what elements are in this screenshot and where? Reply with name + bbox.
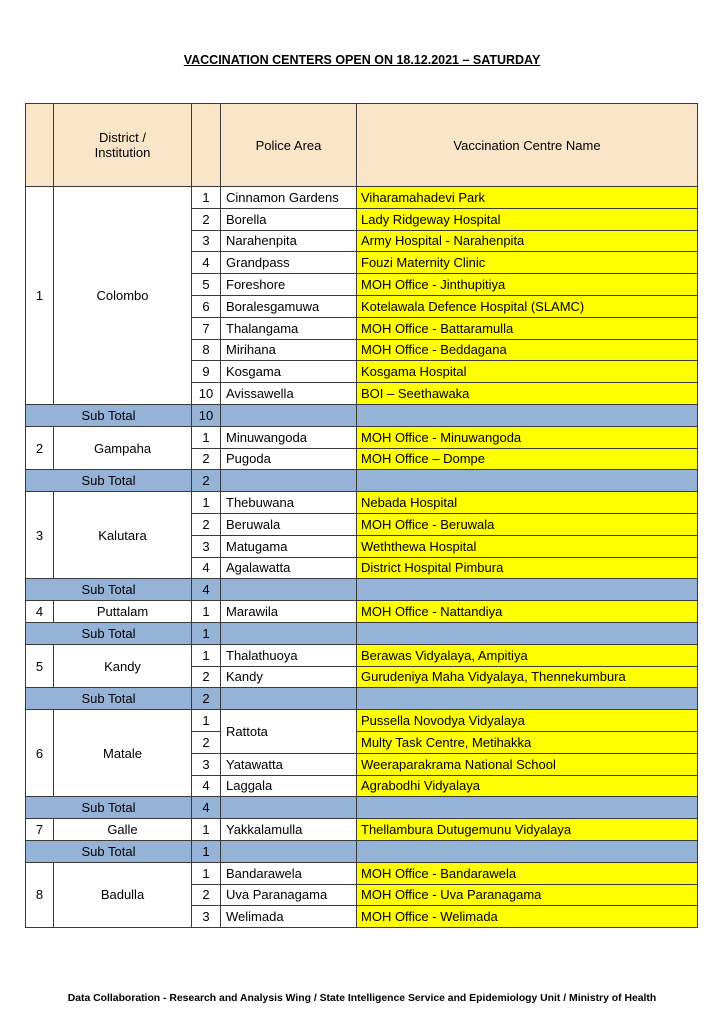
- subtotal-empty: [357, 470, 698, 492]
- centre-name: MOH Office - Jinthupitiya: [357, 274, 698, 296]
- police-area: Pugoda: [221, 448, 357, 470]
- police-area: Thalathuoya: [221, 644, 357, 666]
- row-number: 1: [192, 644, 221, 666]
- police-area: Rattota: [221, 710, 357, 754]
- subtotal-value: 10: [192, 404, 221, 426]
- police-area: Minuwangoda: [221, 426, 357, 448]
- row-number: 2: [192, 731, 221, 753]
- row-number: 10: [192, 383, 221, 405]
- header-police-area: Police Area: [221, 104, 357, 187]
- subtotal-row: [26, 840, 698, 862]
- district-name: Matale: [54, 710, 192, 797]
- centre-name: MOH Office - Bandarawela: [357, 862, 698, 884]
- police-area: Mirihana: [221, 339, 357, 361]
- centre-name: Agrabodhi Vidyalaya: [357, 775, 698, 797]
- subtotal-empty: [221, 622, 357, 644]
- police-area: Beruwala: [221, 513, 357, 535]
- police-area: Grandpass: [221, 252, 357, 274]
- row-number: 1: [192, 492, 221, 514]
- police-area: Cinnamon Gardens: [221, 187, 357, 209]
- subtotal-empty: [221, 797, 357, 819]
- footer-credit: Data Collaboration - Research and Analysis Wing / State Intelligence Service and Epidemiology Unit / Ministry of Health: [67, 993, 657, 1004]
- row-number: 2: [192, 513, 221, 535]
- subtotal-empty: [357, 688, 698, 710]
- centre-name: MOH Office - Beddagana: [357, 339, 698, 361]
- police-area: Boralesgamuwa: [221, 295, 357, 317]
- table-row: [26, 426, 698, 448]
- district-number: 1: [26, 187, 54, 405]
- page-title: VACCINATION CENTERS OPEN ON 18.12.2021 – SATURDAY: [183, 53, 541, 67]
- district-number: 8: [26, 862, 54, 927]
- centre-name: Fouzi Maternity Clinic: [357, 252, 698, 274]
- row-number: 3: [192, 230, 221, 252]
- row-number: 4: [192, 252, 221, 274]
- subtotal-empty: [221, 470, 357, 492]
- header-no: [26, 104, 54, 187]
- row-number: 4: [192, 557, 221, 579]
- header-district: District / Institution: [54, 104, 192, 187]
- subtotal-row: [26, 579, 698, 601]
- centre-name: District Hospital Pimbura: [357, 557, 698, 579]
- subtotal-label: Sub Total: [26, 797, 192, 819]
- subtotal-value: 4: [192, 797, 221, 819]
- header-rowno: [192, 104, 221, 187]
- police-area: Foreshore: [221, 274, 357, 296]
- subtotal-empty: [357, 622, 698, 644]
- subtotal-value: 2: [192, 470, 221, 492]
- table-body: [26, 187, 698, 928]
- row-number: 9: [192, 361, 221, 383]
- row-number: 6: [192, 295, 221, 317]
- table-row: [26, 187, 698, 209]
- subtotal-value: 2: [192, 688, 221, 710]
- police-area: Avissawella: [221, 383, 357, 405]
- subtotal-empty: [357, 404, 698, 426]
- subtotal-row: [26, 797, 698, 819]
- row-number: 3: [192, 906, 221, 928]
- police-area: Borella: [221, 208, 357, 230]
- police-area: Yatawatta: [221, 753, 357, 775]
- police-area: Yakkalamulla: [221, 819, 357, 841]
- table-row: [26, 819, 698, 841]
- row-number: 7: [192, 317, 221, 339]
- row-number: 1: [192, 601, 221, 623]
- centre-name: MOH Office - Battaramulla: [357, 317, 698, 339]
- subtotal-row: [26, 688, 698, 710]
- centre-name: Thellambura Dutugemunu Vidyalaya: [357, 819, 698, 841]
- row-number: 4: [192, 775, 221, 797]
- police-area: Kandy: [221, 666, 357, 688]
- subtotal-value: 1: [192, 622, 221, 644]
- header-row: [26, 104, 698, 187]
- district-number: 4: [26, 601, 54, 623]
- table-row: [26, 492, 698, 514]
- subtotal-row: [26, 622, 698, 644]
- row-number: 2: [192, 448, 221, 470]
- centre-name: Multy Task Centre, Metihakka: [357, 731, 698, 753]
- police-area: Agalawatta: [221, 557, 357, 579]
- row-number: 8: [192, 339, 221, 361]
- subtotal-empty: [357, 579, 698, 601]
- centre-name: MOH Office - Beruwala: [357, 513, 698, 535]
- district-name: Puttalam: [54, 601, 192, 623]
- police-area: Narahenpita: [221, 230, 357, 252]
- row-number: 1: [192, 862, 221, 884]
- police-area: Marawila: [221, 601, 357, 623]
- district-name: Kandy: [54, 644, 192, 688]
- district-number: 2: [26, 426, 54, 470]
- centre-name: MOH Office – Dompe: [357, 448, 698, 470]
- centre-name: Weththewa Hospital: [357, 535, 698, 557]
- police-area: Welimada: [221, 906, 357, 928]
- district-name: Kalutara: [54, 492, 192, 579]
- subtotal-row: [26, 470, 698, 492]
- row-number: 5: [192, 274, 221, 296]
- row-number: 3: [192, 753, 221, 775]
- subtotal-label: Sub Total: [26, 688, 192, 710]
- police-area: Bandarawela: [221, 862, 357, 884]
- table-row: [26, 644, 698, 666]
- subtotal-empty: [357, 840, 698, 862]
- subtotal-label: Sub Total: [26, 579, 192, 601]
- subtotal-empty: [221, 579, 357, 601]
- district-name: Gampaha: [54, 426, 192, 470]
- subtotal-label: Sub Total: [26, 470, 192, 492]
- centre-name: MOH Office - Welimada: [357, 906, 698, 928]
- police-area: Uva Paranagama: [221, 884, 357, 906]
- vaccination-centers-table: [25, 103, 698, 928]
- subtotal-empty: [221, 840, 357, 862]
- district-number: 7: [26, 819, 54, 841]
- centre-name: Weeraparakrama National School: [357, 753, 698, 775]
- subtotal-empty: [221, 688, 357, 710]
- subtotal-value: 1: [192, 840, 221, 862]
- centre-name: Pussella Novodya Vidyalaya: [357, 710, 698, 732]
- subtotal-label: Sub Total: [26, 622, 192, 644]
- centre-name: Nebada Hospital: [357, 492, 698, 514]
- district-name: Colombo: [54, 187, 192, 405]
- centre-name: Gurudeniya Maha Vidyalaya, Thennekumbura: [357, 666, 698, 688]
- centre-name: MOH Office - Uva Paranagama: [357, 884, 698, 906]
- row-number: 1: [192, 187, 221, 209]
- centre-name: MOH Office - Minuwangoda: [357, 426, 698, 448]
- police-area: Kosgama: [221, 361, 357, 383]
- row-number: 1: [192, 710, 221, 732]
- police-area: Thalangama: [221, 317, 357, 339]
- table-row: [26, 862, 698, 884]
- district-name: Badulla: [54, 862, 192, 927]
- centre-name: BOI – Seethawaka: [357, 383, 698, 405]
- centre-name: Army Hospital - Narahenpita: [357, 230, 698, 252]
- district-number: 5: [26, 644, 54, 688]
- police-area: Thebuwana: [221, 492, 357, 514]
- row-number: 1: [192, 426, 221, 448]
- subtotal-row: [26, 404, 698, 426]
- centre-name: MOH Office - Nattandiya: [357, 601, 698, 623]
- row-number: 1: [192, 819, 221, 841]
- district-name: Galle: [54, 819, 192, 841]
- table-row: [26, 710, 698, 732]
- header-centre-name: Vaccination Centre Name: [357, 104, 698, 187]
- table-row: [26, 601, 698, 623]
- subtotal-empty: [357, 797, 698, 819]
- row-number: 2: [192, 208, 221, 230]
- row-number: 2: [192, 884, 221, 906]
- subtotal-label: Sub Total: [26, 404, 192, 426]
- subtotal-value: 4: [192, 579, 221, 601]
- subtotal-empty: [221, 404, 357, 426]
- police-area: Laggala: [221, 775, 357, 797]
- centre-name: Kotelawala Defence Hospital (SLAMC): [357, 295, 698, 317]
- police-area: Matugama: [221, 535, 357, 557]
- centre-name: Berawas Vidyalaya, Ampitiya: [357, 644, 698, 666]
- district-number: 3: [26, 492, 54, 579]
- centre-name: Lady Ridgeway Hospital: [357, 208, 698, 230]
- centre-name: Viharamahadevi Park: [357, 187, 698, 209]
- district-number: 6: [26, 710, 54, 797]
- row-number: 2: [192, 666, 221, 688]
- subtotal-label: Sub Total: [26, 840, 192, 862]
- row-number: 3: [192, 535, 221, 557]
- centre-name: Kosgama Hospital: [357, 361, 698, 383]
